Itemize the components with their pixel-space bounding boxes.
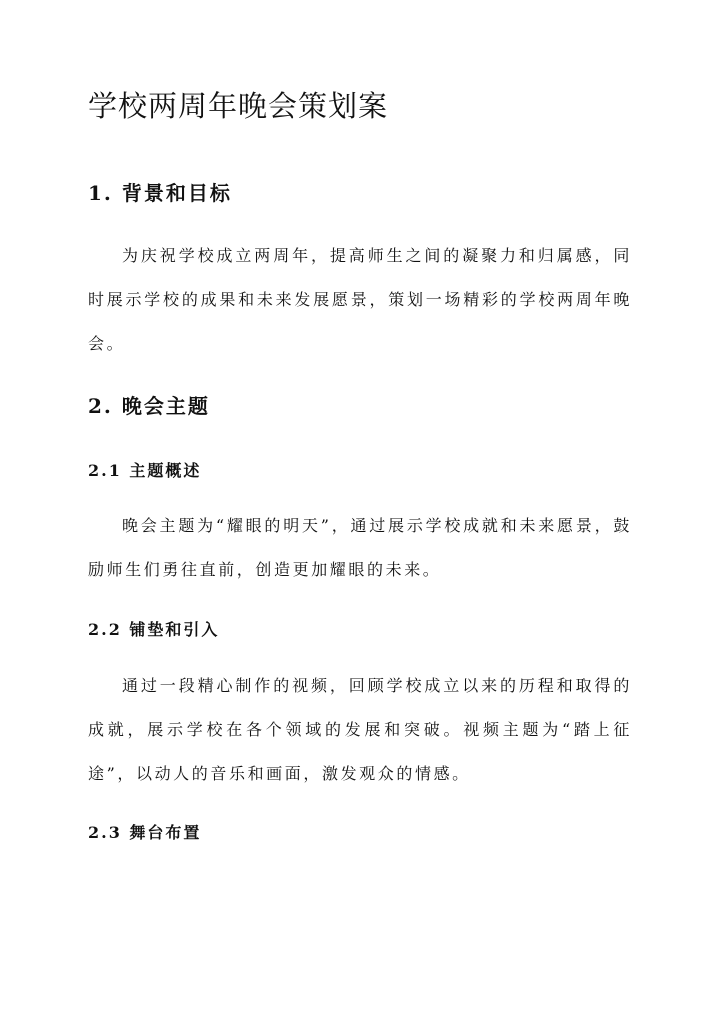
subsection-heading-stage: 2.3 舞台布置 xyxy=(88,823,202,842)
section-heading-background: 1. 背景和目标 xyxy=(88,181,232,205)
section-paragraph-background: 为庆祝学校成立两周年，提高师生之间的凝聚力和归属感，同时展示学校的成果和未来发展愿景，策划一场精彩的学校两周年晚会。 xyxy=(88,246,632,353)
subsection-heading-intro: 2.2 铺垫和引入 xyxy=(88,620,220,639)
subsection-paragraph-intro: 通过一段精心制作的视频，回顾学校成立以来的历程和取得的成就，展示学校在各个领域的发展和突破。视频主题为“踏上征途”，以动人的音乐和画面，激发观众的情感。 xyxy=(88,676,632,783)
document-title: 学校两周年晚会策划案 xyxy=(88,89,389,123)
subsection-paragraph-overview: 晚会主题为“耀眼的明天”，通过展示学校成就和未来愿景，鼓励师生们勇往直前，创造更加耀眼的未来。 xyxy=(88,516,632,579)
subsection-heading-overview: 2.1 主题概述 xyxy=(88,461,202,480)
section-heading-theme: 2. 晚会主题 xyxy=(88,394,210,418)
